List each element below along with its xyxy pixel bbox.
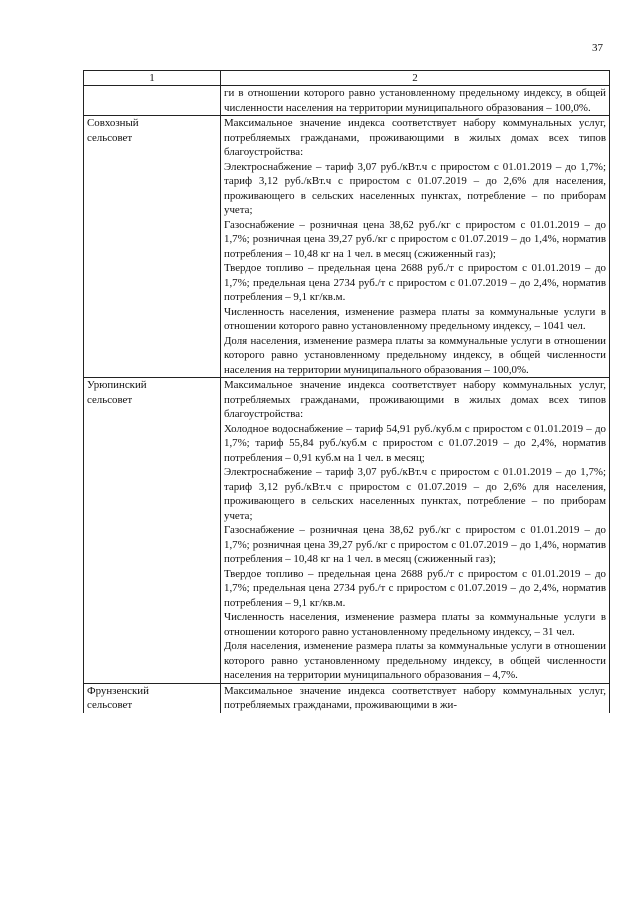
table-row: [84, 683, 610, 713]
table-row: [84, 86, 610, 116]
municipality-name-cell: [84, 116, 221, 378]
description-paragraph: Газоснабжение – розничная цена 38,62 руб./кг с приростом с 01.01.2019 – до 1,7%; розничная цена 39,27 руб./кг с приростом с 01.07.2019 – до 1,4%, норматив потребления – 10,48 кг на 1 чел. в месяц (сжиженный газ);: [224, 524, 606, 565]
municipality-name-cell: [84, 683, 221, 713]
municipality-name-line: сельсовет: [87, 699, 133, 711]
municipality-name-line: Совхозный: [87, 117, 139, 129]
column-header-1: 1: [84, 71, 221, 86]
municipality-name-line: сельсовет: [87, 131, 133, 144]
description-paragraph: Максимальное значение индекса соответствует набору коммунальных услуг, потребляемых гражданами, проживающими в жилых домах всех типов благоустройства:: [224, 117, 606, 158]
page-number: 37: [592, 42, 603, 54]
table-row: [84, 378, 610, 684]
description-paragraph: ги в отношении которого равно установленному предельному индексу, в общей численности населения на территории муниципального образования – 100,0%.: [224, 87, 606, 114]
description-paragraph: Максимальное значение индекса соответствует набору коммунальных услуг, потребляемых гражданами, проживающими в жи-: [224, 684, 606, 711]
description-paragraph: Доля населения, изменение размера платы за коммунальные услуги в отношении которого равно установленному предельному индексу, в общей численности населения на территории муниципального образования – 100,0%.: [224, 334, 606, 376]
municipality-name-cell: [84, 86, 221, 116]
tariff-table: [83, 70, 610, 713]
description-paragraph: Электроснабжение – тариф 3,07 руб./кВт.ч с приростом с 01.01.2019 – до 1,7%; тариф 3,12 руб./кВт.ч с приростом с 01.07.2019 – до 2,6% для населения, проживающего в сельских населенных пунктах, потребление – по приборам учета;: [224, 466, 606, 522]
description-paragraph: Холодное водоснабжение – тариф 54,91 руб./куб.м с приростом с 01.01.2019 – до 1,7%; тариф 55,84 руб./куб.м с приростом с 01.07.2019 – до 2,4%, норматив потребления – 0,91 куб.м на 1 чел. в месяц;: [224, 422, 606, 464]
description-paragraph: Доля населения, изменение размера платы за коммунальные услуги в отношении которого равно установленному предельному индексу, в общей численности населения на территории муниципального образования – 4,7%.: [224, 640, 606, 681]
municipality-name-line: Урюпинский: [87, 379, 147, 391]
description-paragraph: Численность населения, изменение размера платы за коммунальные услуги в отношении которого равно установленному предельному индексу, – 1041 чел.: [224, 305, 606, 332]
description-paragraph: Максимальное значение индекса соответствует набору коммунальных услуг, потребляемых гражданами, проживающими в жилых домах всех типов благоустройства:: [224, 379, 606, 420]
description-paragraph: Численность населения, изменение размера платы за коммунальные услуги в отношении которого равно установленному предельному индексу, – 31 чел.: [224, 611, 606, 638]
description-paragraph: Твердое топливо – предельная цена 2688 руб./т с приростом с 01.01.2019 – до 1,7%; предельная цена 2734 руб./т с приростом с 01.07.2019 – до 2,4%, норматив потребления – 9,1 кг/кв.м.: [224, 262, 606, 303]
index-description-cell: [221, 378, 610, 684]
municipality-name-line: сельсовет: [87, 393, 133, 406]
index-description-cell: [221, 683, 610, 713]
column-header-2: 2: [221, 71, 610, 86]
description-paragraph: Газоснабжение – розничная цена 38,62 руб./кг с приростом с 01.01.2019 – до 1,7%; розничная цена 39,27 руб./кг с приростом с 01.07.2019 – до 1,4%, норматив потребления – 10,48 кг на 1 чел. в месяц (сжиженный газ);: [224, 218, 606, 260]
table-row: [84, 116, 610, 378]
index-description-cell: [221, 116, 610, 378]
description-paragraph: Электроснабжение – тариф 3,07 руб./кВт.ч с приростом с 01.01.2019 – до 1,7%; тариф 3,12 руб./кВт.ч с приростом с 01.07.2019 – до 2,6% для населения, проживающего в сельских населенных пунктах, потребление – по приборам учета;: [224, 160, 606, 216]
table-header-row: [84, 71, 610, 86]
municipality-name-cell: [84, 378, 221, 684]
description-paragraph: Твердое топливо – предельная цена 2688 руб./т с приростом с 01.01.2019 – до 1,7%; предельная цена 2734 руб./т с приростом с 01.07.2019 – до 2,4%, норматив потребления – 9,1 кг/кв.м.: [224, 567, 606, 609]
municipality-name-line: Фрунзенский: [87, 684, 149, 697]
index-description-cell: [221, 86, 610, 116]
